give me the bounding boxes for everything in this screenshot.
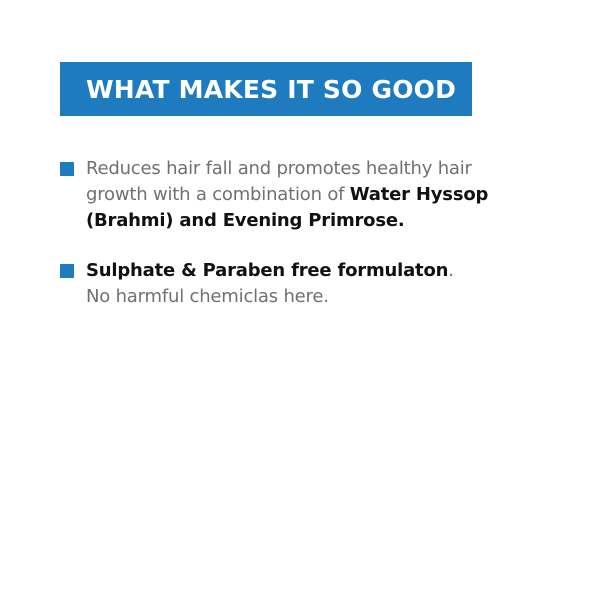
bullet-body-text: Reduces hair fall and promotes healthy hair growth with a combination of: [86, 158, 472, 205]
bullet-text: [86, 156, 500, 234]
bullet-body-text: .: [448, 260, 454, 281]
bullet-square-icon: [60, 162, 74, 176]
bullet-highlight-text: Sulphate & Paraben free formulaton: [86, 260, 449, 281]
section-title: WHAT MAKES IT SO GOOD: [86, 74, 457, 104]
bullet-highlight-text: Water Hyssop (Brahmi) and Evening Primrose.: [86, 184, 489, 231]
section-banner: [60, 62, 472, 116]
bullet-body-text: No harmful chemiclas here.: [86, 286, 329, 307]
bullet-square-icon: [60, 264, 74, 278]
bullet-text: [86, 258, 500, 310]
